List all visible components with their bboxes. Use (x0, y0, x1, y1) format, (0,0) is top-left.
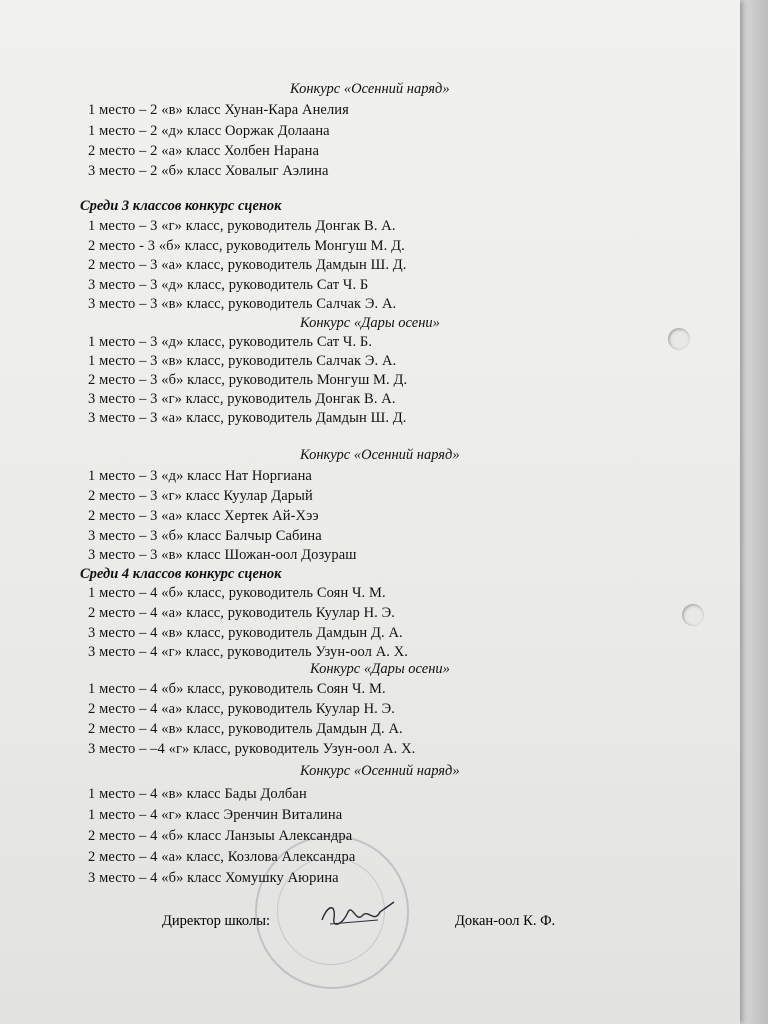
result-line: 2 место – 2 «а» класс Холбен Нарана (88, 143, 319, 159)
result-line: 2 место – 4 «а» класс, Козлова Александра (88, 849, 356, 865)
section-heading: Среди 4 классов конкурс сценок (80, 566, 282, 582)
contest-heading: Конкурс «Осенний наряд» (300, 763, 460, 779)
result-line: 1 место – 2 «в» класс Хунан-Кара Анелия (88, 102, 349, 118)
contest-heading: Конкурс «Дары осени» (300, 315, 440, 331)
result-line: 2 место – 3 «г» класс Куулар Дарый (88, 488, 313, 504)
result-line: 2 место – 3 «а» класс, руководитель Дамдын Ш. Д. (88, 257, 407, 273)
result-line: 3 место – 3 «в» класс Шожан-оол Дозураш (88, 547, 357, 563)
result-line: 3 место – 4 «б» класс Хомушку Аюрина (88, 870, 339, 886)
contest-heading: Конкурс «Осенний наряд» (300, 447, 460, 463)
director-signature (318, 898, 398, 934)
result-line: 3 место – 4 «в» класс, руководитель Дамдын Д. А. (88, 625, 403, 641)
result-line: 1 место – 4 «б» класс, руководитель Соян Ч. М. (88, 585, 386, 601)
result-line: 2 место – 4 «в» класс, руководитель Дамдын Д. А. (88, 721, 403, 737)
result-line: 3 место – 3 «д» класс, руководитель Сат Ч. Б (88, 277, 369, 293)
result-line: 1 место – 2 «д» класс Ооржак Долаана (88, 123, 330, 139)
result-line: 1 место – 3 «д» класс Нат Норгиана (88, 468, 312, 484)
director-name: Докан-оол К. Ф. (455, 913, 556, 929)
result-line: 1 место – 3 «г» класс, руководитель Донгак В. А. (88, 218, 396, 234)
result-line: 2 место – 4 «а» класс, руководитель Куулар Н. Э. (88, 605, 395, 621)
result-line: 1 место – 3 «д» класс, руководитель Сат Ч. Б. (88, 334, 373, 350)
contest-heading: Конкурс «Дары осени» (310, 661, 450, 677)
result-line: 3 место – 3 «а» класс, руководитель Дамдын Ш. Д. (88, 410, 407, 426)
result-line: 1 место – 4 «в» класс Бады Долбан (88, 786, 307, 802)
result-line: 3 место – 4 «г» класс, руководитель Узун-оол А. Х. (88, 644, 409, 660)
section-heading: Среди 3 классов конкурс сценок (80, 198, 282, 214)
result-line: 1 место – 4 «г» класс Эренчин Виталина (88, 807, 343, 823)
contest-heading: Конкурс «Осенний наряд» (290, 81, 450, 97)
result-line: 2 место - 3 «б» класс, руководитель Монгуш М. Д. (88, 238, 405, 254)
result-line: 1 место – 3 «в» класс, руководитель Салчак Э. А. (88, 353, 397, 369)
result-line: 2 место – 4 «б» класс Ланзыы Александра (88, 828, 353, 844)
result-line: 3 место – 3 «в» класс, руководитель Салчак Э. А. (88, 296, 397, 312)
result-line: 3 место – 2 «б» класс Ховалыг Аэлина (88, 163, 329, 179)
result-line: 2 место – 3 «б» класс, руководитель Монгуш М. Д. (88, 372, 408, 388)
result-line: 3 место – –4 «г» класс, руководитель Узун-оол А. Х. (88, 741, 416, 757)
result-line: 3 место – 3 «б» класс Балчыр Сабина (88, 528, 322, 544)
result-line: 3 место – 3 «г» класс, руководитель Донгак В. А. (88, 391, 396, 407)
director-label: Директор школы: (162, 913, 270, 929)
result-line: 2 место – 3 «а» класс Хертек Ай-Хээ (88, 508, 319, 524)
result-line: 1 место – 4 «б» класс, руководитель Соян Ч. М. (88, 681, 386, 697)
result-line: 2 место – 4 «а» класс, руководитель Куулар Н. Э. (88, 701, 395, 717)
